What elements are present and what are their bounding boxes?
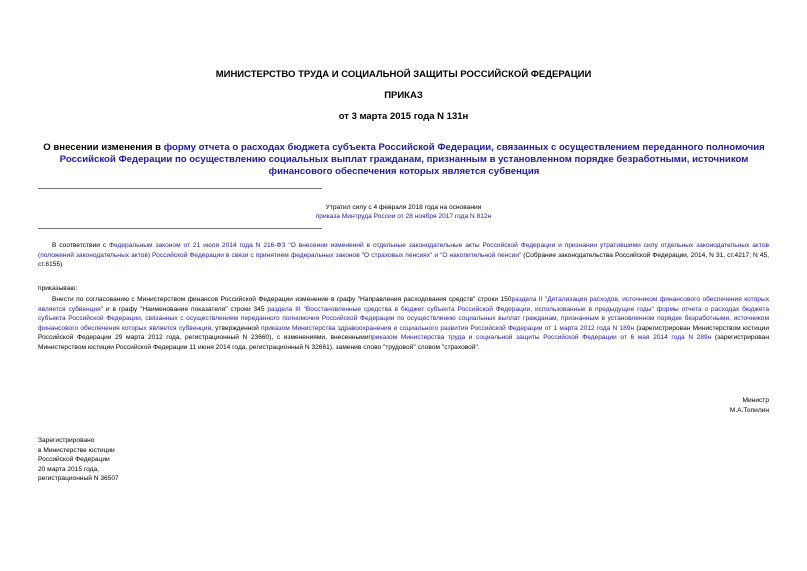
date-number-heading: от 3 марта 2015 года N 131н [338,111,469,122]
ministry-heading: МИНИСТЕРСТВО ТРУДА И СОЦИАЛЬНОЙ ЗАЩИТЫ РОССИЙСКОЙ ФЕДЕРАЦИИ [215,69,592,80]
doc-type-heading: ПРИКАЗ [384,90,423,101]
order-body-paragraph [38,295,769,353]
order-189n-link[interactable]: приказом Министерства здравоохранения и социального развития Российской Федерации от 1 марта 2012 года N 189н [261,324,635,332]
order-title-form-link[interactable]: форму отчета о расходах бюджета субъекта Российской Федерации, связанных с осуществлением переданного полномочия Российской Федерации по осуществлению социальных выплат гражданам, признанным в установленном порядке безработными, источником финансового обеспечения которых является субвенция [59,142,765,177]
section-iii-link[interactable]: раздела III "Восстановленные средства в бюджет субъекта Российской Федерации, использованные в предыдущие годы" формы отчета о расходах бюджета субъекта Российской Федерации, связанных с осуществлением переданного полномочия Российской Федерации по осуществлению социальных выплат гражданам, признанным в установленном порядке безработными, источником финансового обеспечения которых является субвенция [38,305,769,332]
body-text-1: Внести по согласованию с Министерством финансов Российской Федерации изменение в графу "Направления расходования средств" строки 150 [52,296,512,303]
signature-position: Министр [742,397,769,404]
order-title-prefix: О внесении изменения в [43,142,164,153]
divider-top [38,188,322,189]
registration-line-1: Зарегистрировано [38,437,95,444]
order-289n-link[interactable]: приказом Министерства труда и социальной защиты Российской Федерации от 6 мая 2014 года N 289н [368,334,712,342]
signature-name: М.А.Топилин [729,407,769,414]
order-title [38,142,770,178]
registration-line-3: Российской Федерации [38,456,110,463]
registration-line-5: регистрационный N 36507 [38,475,119,482]
preamble-text-2: (Собрание законодательства Российской Федерации, 2014, N 31, ст.4217; N 45, ст.6155) [38,251,769,269]
preamble-text-1: В соответствии с [52,242,109,249]
divider-bottom [38,228,322,229]
preamble-paragraph [38,241,769,270]
registration-line-2: в Министерстве юстиции [38,446,115,454]
registration-block [38,436,119,484]
body-text-2: и в графу "Наименование показателя" строки 345 [103,305,268,313]
federal-law-link[interactable]: Федеральным законом от 21 июля 2014 года N 216-ФЗ "О внесении изменений в отдельные законодательные акты Российской Федерации и признании утратившими силу отдельных законодательных актов (положений законодательных актов) Российской Федерации в связи с принятием федеральных законов "О страховых пенсиях" и "О накопительной пенсии" [38,242,770,259]
body-text-3: , утвержденной [211,324,262,332]
registration-line-4: 20 марта 2015 года, [38,465,99,473]
body-text-5: (зарегистрирован Министерством юстиции Российской Федерации 11 июня 2014 года, регистрационный N 32661), заменив слово "трудовой" словом "страховой". [38,334,769,351]
status-repeal-link[interactable]: приказа Минтруда России от 28 ноября 2017 года N 812н [315,213,492,220]
body-text-4: (зарегистрирован Министерством юстиции Российской Федерации 29 марта 2012 года, регистрационный N 23660), с изменениями, внесенными [38,324,769,342]
status-line-1: Утратил силу с 4 февраля 2018 года на основании [325,204,482,211]
order-word: приказываю: [38,285,78,292]
section-ii-link[interactable]: раздела II "Детализация расходов, источником финансового обеспечения которых является субвенция" [38,296,769,313]
